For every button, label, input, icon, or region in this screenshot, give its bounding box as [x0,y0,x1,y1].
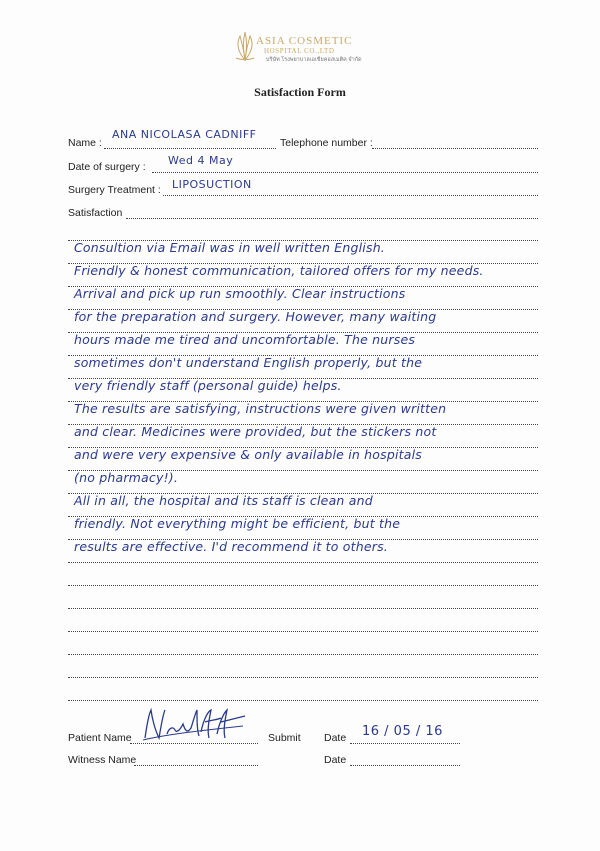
patient-signature-icon [137,704,249,744]
form-title: Satisfaction Form [254,85,346,99]
submit-date-value: 16 / 05 / 16 [362,724,443,739]
comment-line: Consultion via Email was in well written English. [74,240,385,255]
submit-label: Submit [268,732,301,744]
satisfaction-label: Satisfaction [68,207,123,219]
ruled-line [68,700,538,701]
telephone-line [372,148,538,149]
telephone-label: Telephone number : [280,137,373,149]
ruled-line [68,631,538,632]
hospital-logo [230,30,380,64]
logo-name: ASIA COSMETIC [256,35,353,47]
ruled-line [68,608,538,609]
surgery-treatment-line [163,195,538,196]
comment-line: All in all, the hospital and its staff is clean and [74,493,373,508]
comment-line: for the preparation and surgery. However, many waiting [74,309,437,324]
surgery-treatment-label: Surgery Treatment : [68,184,161,196]
date-of-surgery-label: Date of surgery : [68,161,146,173]
comment-line: and were very expensive & only available in hospitals [74,447,423,462]
comment-line: The results are satisfying, instructions were given written [74,401,447,416]
witness-date-line [350,765,460,766]
comment-line: (no pharmacy!). [74,470,179,485]
name-value: ANA NICOLASA CADNIFF [112,128,257,141]
comment-line: hours made me tired and uncomfortable. The nurses [74,332,416,347]
date-of-surgery-value: Wed 4 May [168,154,234,167]
name-label: Name : [68,137,102,149]
comment-line: Friendly & honest communication, tailored offers for my needs. [74,263,484,278]
satisfaction-line [126,218,538,219]
ruled-line [68,654,538,655]
witness-name-label: Witness Name [68,754,137,766]
witness-name-line [134,765,258,766]
date-label: Date [324,732,347,744]
comment-line: Arrival and pick up run smoothly. Clear instructions [74,286,406,301]
ruled-line [68,562,538,563]
logo-thai-name: บริษัท โรงพยาบาลเอเชียคอสเมติค จำกัด [266,57,362,63]
ruled-line [68,677,538,678]
name-line [104,148,276,149]
patient-name-label: Patient Name [68,732,132,744]
comment-line: friendly. Not everything might be efficient, but the [74,516,401,531]
witness-date-label: Date [324,754,347,766]
logo-subname: HOSPITAL CO.,LTD [264,47,335,55]
date-line [350,743,460,744]
comment-line: and clear. Medicines were provided, but the stickers not [74,424,437,439]
comment-line: very friendly staff (personal guide) helps. [74,378,342,393]
ruled-line [68,585,538,586]
surgery-treatment-value: LIPOSUCTION [172,178,252,191]
date-of-surgery-line [152,172,538,173]
comment-line: sometimes don't understand English properly, but the [74,355,423,370]
comment-line: results are effective. I'd recommend it to others. [74,539,388,554]
